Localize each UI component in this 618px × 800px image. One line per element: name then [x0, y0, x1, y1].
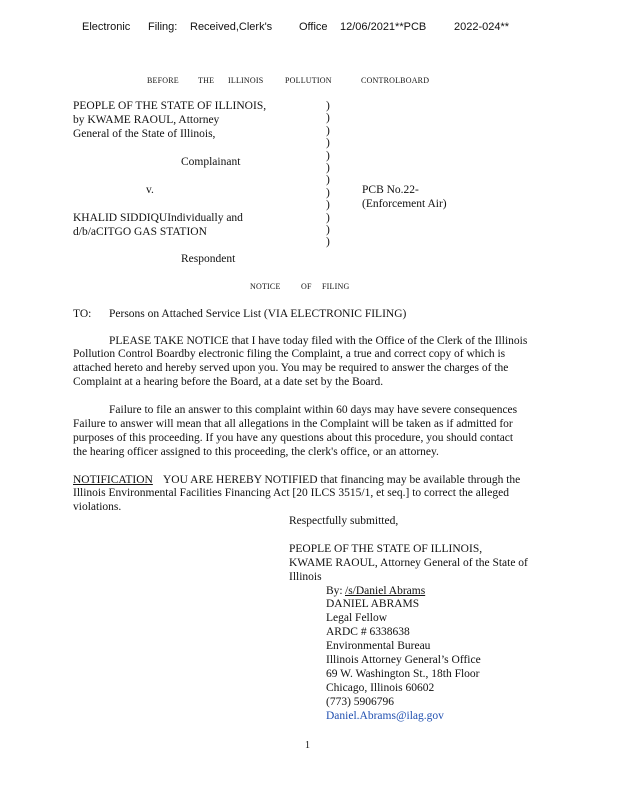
signature-org-line: PEOPLE OF THE STATE OF ILLINOIS,	[289, 543, 483, 555]
plaintiff-line: PEOPLE OF THE STATE OF ILLINOIS,	[73, 100, 267, 112]
paragraph-line: Illinois Environmental Facilities Financing Act [20 ILCS 3515/1, et seq.] to correct the alleged	[73, 487, 509, 499]
defendant-line: KHALID SIDDIQUIndividually and	[73, 212, 243, 224]
paragraph-line: violations.	[73, 501, 122, 513]
board-title-word: POLLUTION	[285, 76, 332, 85]
to-recipients: Persons on Attached Service List (VIA ELECTRONIC FILING)	[109, 308, 407, 320]
respondent-label: Respondent	[181, 253, 236, 265]
city-address: Chicago, Illinois 60602	[326, 682, 435, 694]
filing-header-number: 2022-024**	[454, 21, 510, 33]
street-address: 69 W. Washington St., 18th Floor	[326, 668, 480, 680]
filing-header-office: Office	[299, 21, 328, 33]
signature-org-line: Illinois	[289, 571, 322, 583]
email-link[interactable]: Daniel.Abrams@ilag.gov	[326, 710, 444, 722]
page-number: 1	[305, 740, 310, 751]
caption-parentheses: ) ) ) ) ) ) ) ) ) ) ) )	[326, 100, 330, 249]
office: Illinois Attorney General’s Office	[326, 654, 481, 666]
paragraph-line: the hearing officer assigned to this proceeding, the clerk's office, or an attorney.	[73, 446, 439, 458]
versus-label: v.	[146, 184, 154, 196]
plaintiff-line: General of the State of Illinois,	[73, 128, 216, 140]
paragraph-line: PLEASE TAKE NOTICE that I have today filed with the Office of the Clerk of the Illinois	[109, 335, 528, 347]
notice-title-word: OF	[301, 282, 312, 291]
paragraph-line: purposes of this proceeding. If you have any questions about this procedure, you should contact	[73, 432, 514, 444]
to-label: TO:	[73, 308, 92, 320]
filing-header-filing: Filing:	[148, 21, 178, 33]
closing: Respectfully submitted,	[289, 515, 399, 527]
paragraph-line: Pollution Control Boardby electronic filing the Complaint, a true and correct copy of which is	[73, 348, 506, 360]
electronic-signature: /s/Daniel Abrams	[345, 585, 426, 597]
board-title-word: CONTROLBOARD	[361, 76, 430, 85]
attorney-name: DANIEL ABRAMS	[326, 598, 420, 610]
board-title-word: BEFORE	[147, 76, 179, 85]
paragraph-line: YOU ARE HEREBY NOTIFIED that financing may be available through the	[163, 474, 521, 486]
signature-org-line: KWAME RAOUL, Attorney General of the State of	[289, 557, 528, 569]
board-title-word: ILLINOIS	[228, 76, 264, 85]
filing-header-date: 12/06/2021**PCB	[340, 21, 427, 33]
filing-header-received: Received,Clerk's	[190, 21, 273, 33]
phone-number: (773) 5906796	[326, 696, 395, 708]
by-label: By:	[326, 585, 343, 597]
notice-title	[250, 282, 350, 294]
complainant-label: Complainant	[181, 156, 241, 168]
filing-header-electronic: Electronic	[82, 21, 131, 33]
paragraph-line: Complaint at a hearing before the Board, at a date set by the Board.	[73, 376, 384, 388]
defendant-line: d/b/aCITGO GAS STATION	[73, 226, 207, 238]
paragraph-line: attached hereto and hereby served upon you. You may be required to answer the charges of the	[73, 362, 509, 374]
case-number: PCB No.22-	[362, 184, 419, 196]
notice-title-word: FILING	[322, 282, 350, 291]
ardc-number: ARDC # 6338638	[326, 626, 410, 638]
case-type: (Enforcement Air)	[362, 198, 447, 210]
notice-title-word: NOTICE	[250, 282, 281, 291]
paragraph-line: Failure to answer will mean that all allegations in the Complaint will be taken as if admitted for	[73, 418, 513, 430]
board-title-word: THE	[198, 76, 215, 85]
bureau: Environmental Bureau	[326, 640, 431, 652]
attorney-title: Legal Fellow	[326, 612, 387, 624]
notification-label: NOTIFICATION	[73, 474, 153, 486]
filing-header	[0, 21, 618, 37]
plaintiff-line: by KWAME RAOUL, Attorney	[73, 114, 220, 126]
paragraph-line: Failure to file an answer to this complaint within 60 days may have severe consequences	[109, 404, 518, 416]
